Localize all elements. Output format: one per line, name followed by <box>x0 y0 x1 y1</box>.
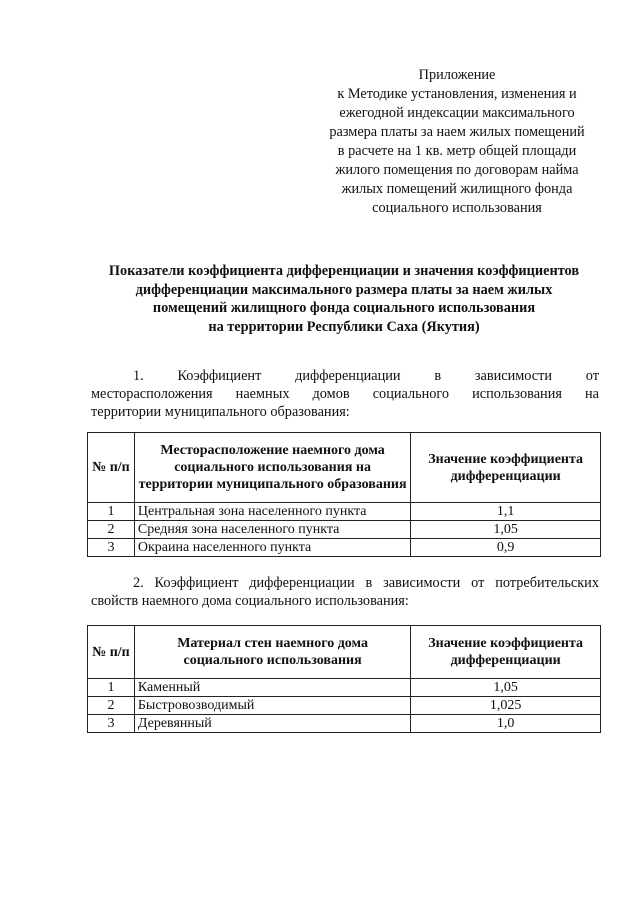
header-material: Материал стен наемного дома социального использования <box>134 626 410 679</box>
title-line: дифференциации максимального размера платы за наем жилых <box>135 281 553 298</box>
appendix-line: к Методике установления, изменения и <box>337 86 577 102</box>
table-row <box>88 679 601 697</box>
header-number: № п/п <box>88 433 135 503</box>
paragraph-line: 2. Коэффициент дифференциации в зависимости от потребительских <box>133 575 599 591</box>
row-value: 1,05 <box>411 521 601 539</box>
row-location: Окраина населенного пункта <box>134 539 410 557</box>
document-title <box>84 262 604 336</box>
appendix-line: Приложение <box>418 67 496 83</box>
appendix-header <box>312 66 602 218</box>
paragraph-line: свойств наемного дома социального использования: <box>91 593 409 609</box>
row-number: 2 <box>88 521 135 539</box>
row-number: 2 <box>88 697 135 715</box>
row-value: 0,9 <box>411 539 601 557</box>
header-value: Значение коэффициента дифференциации <box>411 626 601 679</box>
table-row <box>88 503 601 521</box>
row-value: 1,1 <box>411 503 601 521</box>
row-location: Средняя зона населенного пункта <box>134 521 410 539</box>
row-number: 3 <box>88 715 135 733</box>
title-line: на территории Республики Саха (Якутия) <box>208 318 480 335</box>
section2-paragraph <box>91 574 599 610</box>
row-material: Каменный <box>134 679 410 697</box>
row-number: 1 <box>88 679 135 697</box>
appendix-line: жилого помещения по договорам найма <box>335 162 579 178</box>
section1-paragraph <box>91 367 599 421</box>
header-value: Значение коэффициента дифференциации <box>411 433 601 503</box>
row-number: 3 <box>88 539 135 557</box>
title-line: помещений жилищного фонда социального использования <box>152 300 536 316</box>
table-header-row <box>88 433 601 503</box>
location-coefficient-table <box>87 432 601 557</box>
title-line: Показатели коэффициента дифференциации и значения коэффициентов <box>108 263 580 279</box>
header-number: № п/п <box>88 626 135 679</box>
row-material: Деревянный <box>134 715 410 733</box>
appendix-line: в расчете на 1 кв. метр общей площади <box>337 143 577 159</box>
appendix-line: размера платы за наем жилых помещений <box>329 124 585 140</box>
appendix-line: жилых помещений жилищного фонда <box>341 181 573 197</box>
paragraph-line: месторасположения наемных домов социального использования на <box>91 386 599 402</box>
row-number: 1 <box>88 503 135 521</box>
paragraph-line: 1. Коэффициент дифференциации в зависимости от <box>133 368 599 384</box>
row-value: 1,05 <box>411 679 601 697</box>
paragraph-line: территории муниципального образования: <box>91 404 350 420</box>
table-row <box>88 539 601 557</box>
row-material: Быстровозводимый <box>134 697 410 715</box>
header-location: Месторасположение наемного дома социального использования на территории муниципального образования <box>134 433 410 503</box>
table-row <box>88 715 601 733</box>
wall-material-coefficient-table <box>87 625 601 733</box>
row-value: 1,0 <box>411 715 601 733</box>
appendix-line: ежегодной индексации максимального <box>339 105 575 121</box>
appendix-line: социального использования <box>372 200 542 216</box>
table-row <box>88 697 601 715</box>
table-header-row <box>88 626 601 679</box>
row-value: 1,025 <box>411 697 601 715</box>
table-row <box>88 521 601 539</box>
row-location: Центральная зона населенного пункта <box>134 503 410 521</box>
